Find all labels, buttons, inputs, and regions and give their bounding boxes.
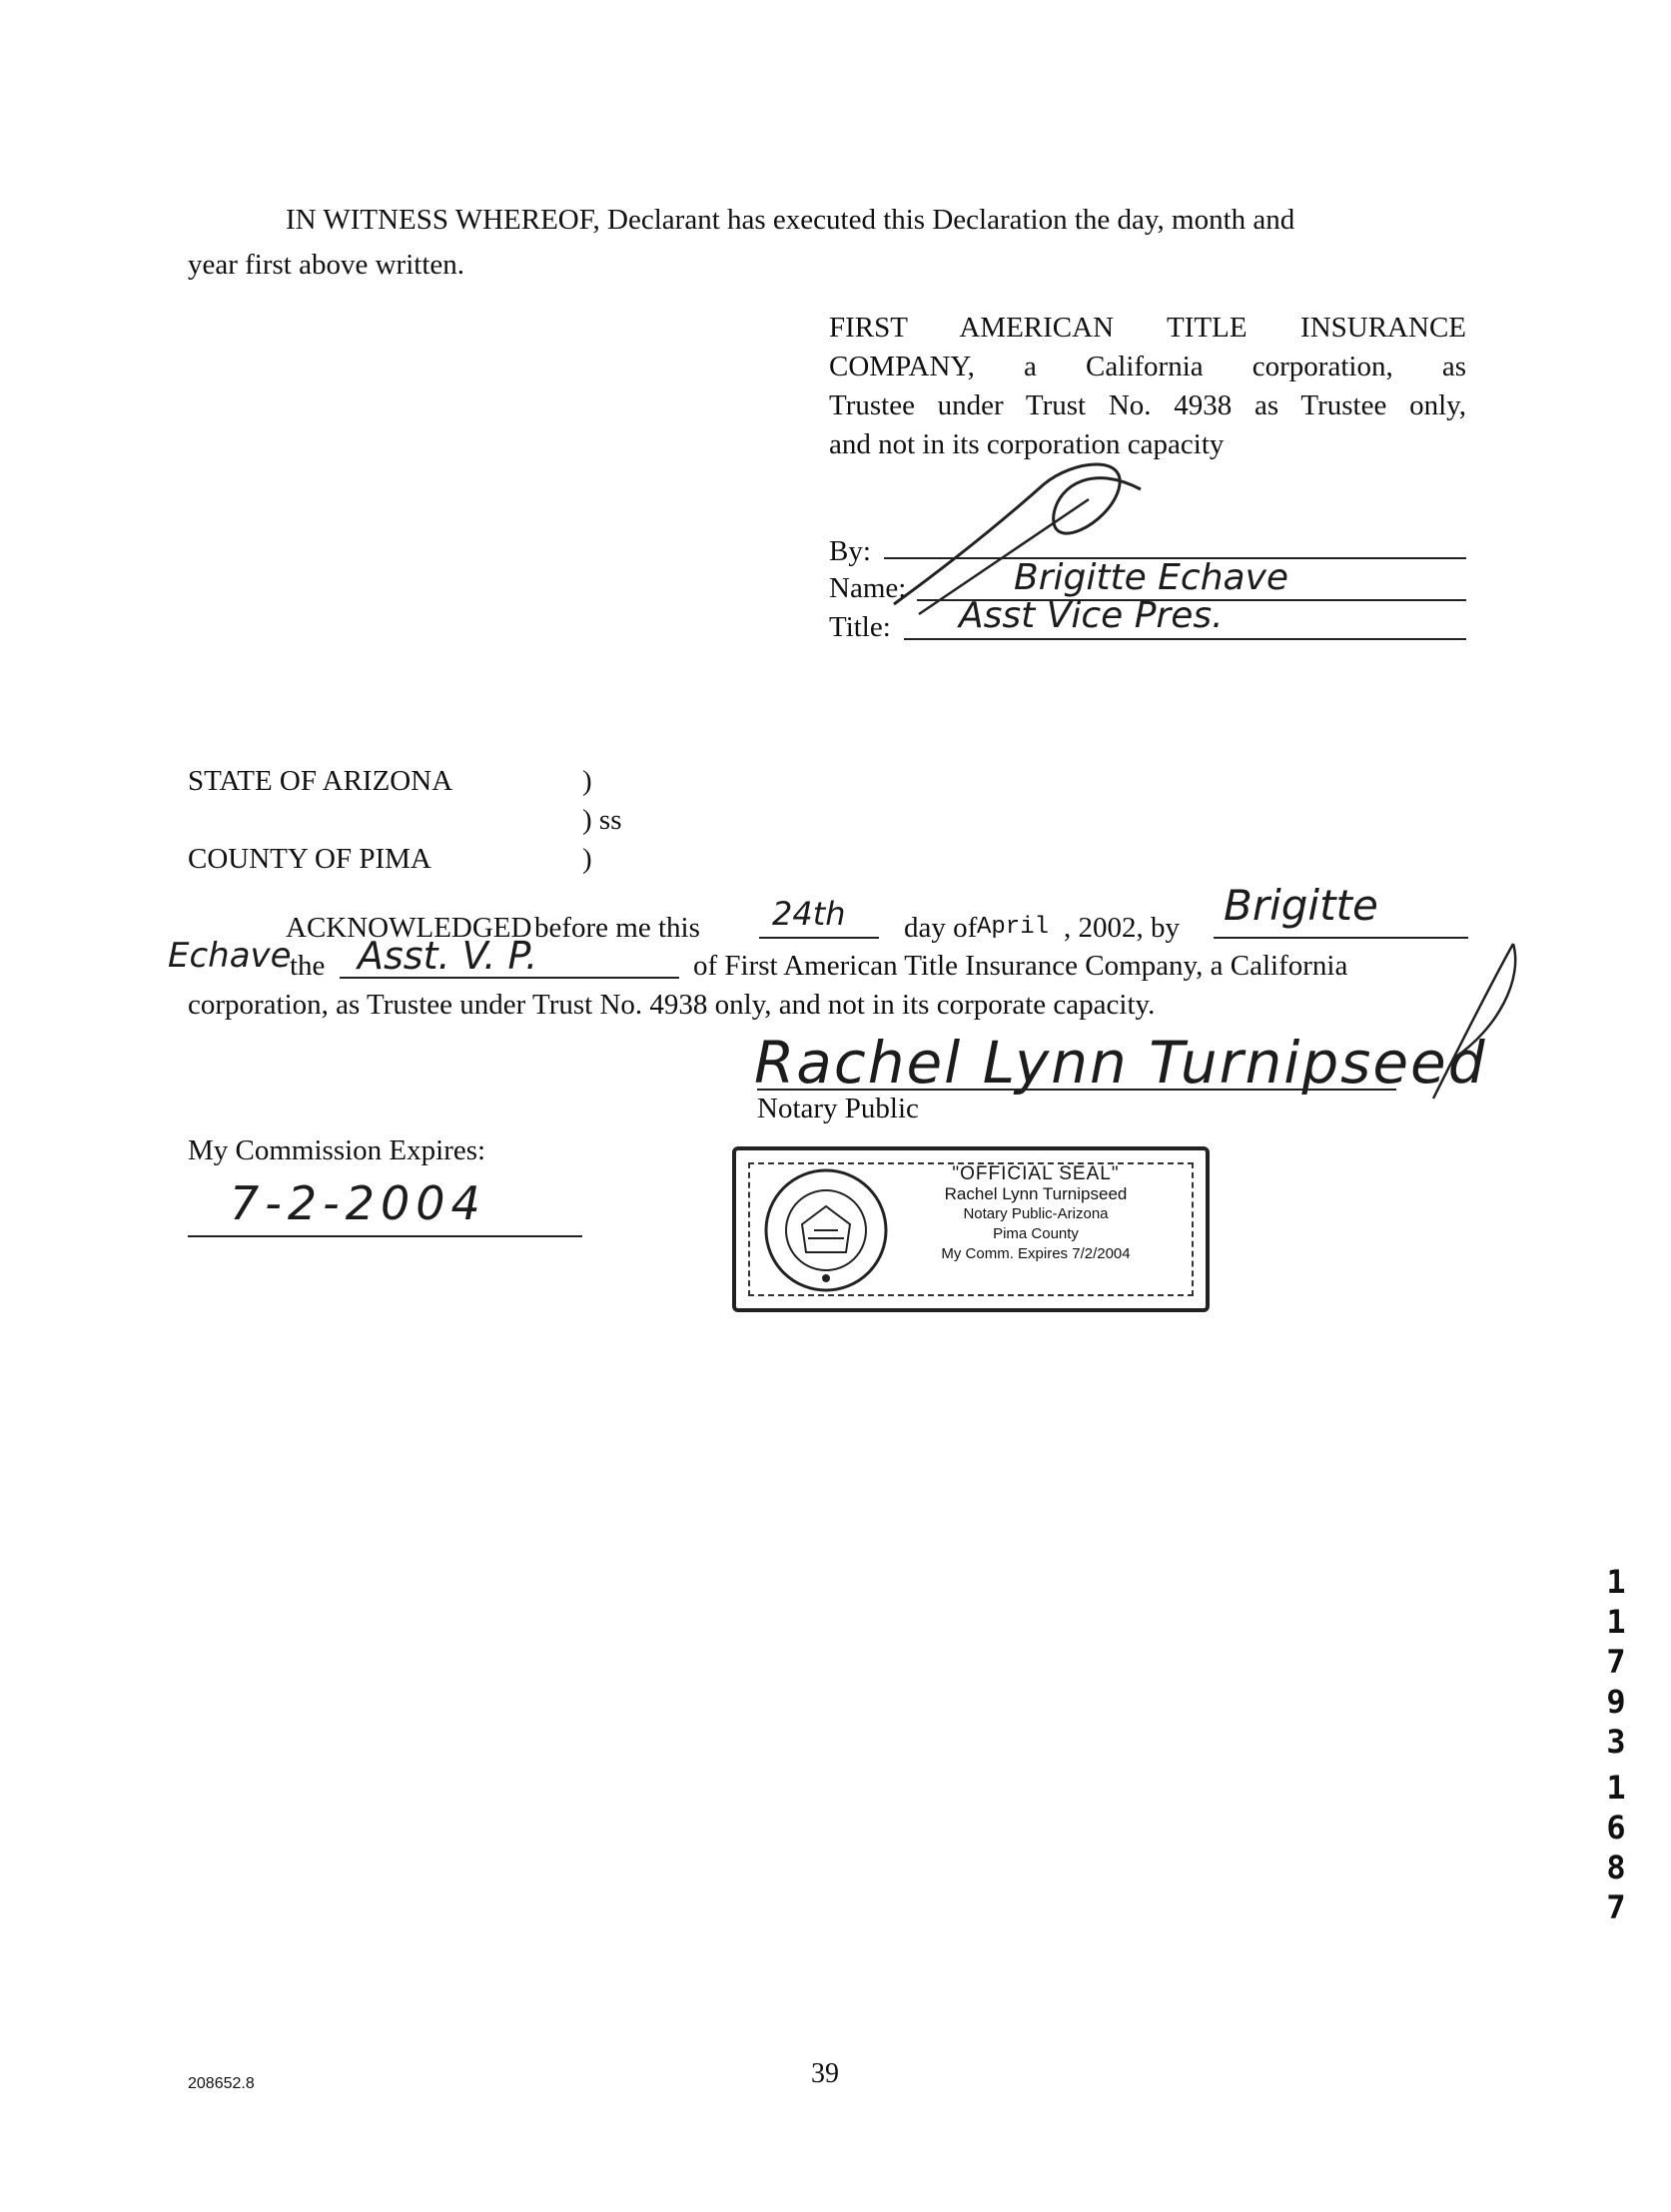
- ack-person-value-2: Echave: [168, 936, 292, 976]
- title-label: Title:: [829, 611, 891, 643]
- name-label: Name:: [829, 572, 907, 604]
- recording-digit: 1: [1606, 1563, 1626, 1601]
- seal-title: "OFFICIAL SEAL": [952, 1163, 1120, 1184]
- recording-digit: 3: [1606, 1723, 1626, 1761]
- recording-number-top: [1601, 1562, 1631, 1762]
- recording-digit: 1: [1606, 1769, 1626, 1807]
- notary-line: [757, 1089, 1396, 1091]
- recording-digit: 6: [1606, 1809, 1626, 1846]
- recording-number-bottom: [1601, 1768, 1631, 1927]
- title-line: [904, 638, 1466, 640]
- seal-expires: My Comm. Expires 7/2/2004: [941, 1245, 1131, 1262]
- venue-paren-1: ): [582, 765, 592, 797]
- venue-paren-2: ): [582, 843, 592, 875]
- commission-line: [188, 1235, 582, 1237]
- ack-before: before me this: [534, 912, 700, 944]
- name-value: Brigitte Echave: [1014, 557, 1289, 598]
- ack-day-of: day of: [904, 912, 978, 944]
- ack-word: ACKNOWLEDGED: [286, 912, 532, 944]
- ack-year-by: , 2002, by: [1064, 912, 1180, 944]
- ack-line-3: corporation, as Trustee under Trust No. 4938 only, and not in its corporate capacity.: [188, 989, 1156, 1021]
- title-value: Asst Vice Pres.: [959, 595, 1224, 636]
- venue-ss: ) ss: [582, 804, 622, 836]
- county-label: COUNTY OF PIMA: [188, 843, 431, 875]
- ack-month-value: April: [977, 914, 1050, 941]
- official-seal-stamp: [732, 1146, 1210, 1312]
- seal-role: Notary Public-Arizona: [963, 1205, 1109, 1222]
- notary-signature: Rachel Lynn Turnipseed: [754, 1029, 1487, 1097]
- ack-day-line: [759, 937, 879, 939]
- signature-flourish: [1418, 939, 1528, 1108]
- witness-line-1: IN WITNESS WHEREOF, Declarant has executed this Declaration the day, month and: [286, 204, 1295, 236]
- trustee-line-4: and not in its corporation capacity: [829, 428, 1225, 460]
- commission-label: My Commission Expires:: [188, 1134, 486, 1166]
- recording-digit: 7: [1606, 1643, 1626, 1681]
- recording-digit: 7: [1606, 1888, 1626, 1926]
- state-label: STATE OF ARIZONA: [188, 765, 453, 797]
- seal-name: Rachel Lynn Turnipseed: [944, 1184, 1128, 1203]
- ack-role-line: [340, 977, 679, 979]
- recording-digit: 8: [1606, 1848, 1626, 1886]
- seal-county: Pima County: [993, 1225, 1079, 1242]
- notary-label: Notary Public: [757, 1093, 919, 1124]
- commission-date-value: 7-2-2004: [230, 1176, 486, 1230]
- ack-the: the: [290, 950, 326, 982]
- ack-line-2-rest: of First American Title Insurance Company, a California: [693, 950, 1348, 982]
- by-label: By:: [829, 535, 871, 567]
- trustee-line-3: Trustee under Trust No. 4938 as Trustee only,: [829, 389, 1466, 421]
- ack-day-value: 24th: [772, 895, 846, 933]
- recording-digit: 1: [1606, 1603, 1626, 1641]
- recording-digit: 9: [1606, 1683, 1626, 1721]
- trustee-line-1: FIRST AMERICAN TITLE INSURANCE: [829, 312, 1466, 344]
- trustee-line-2: COMPANY, a California corporation, as: [829, 351, 1466, 382]
- witness-line-2: year first above written.: [188, 249, 465, 281]
- arizona-state-seal-icon: [762, 1166, 890, 1294]
- page-number: 39: [811, 2058, 839, 2089]
- ack-role-value: Asst. V. P.: [358, 934, 538, 978]
- doc-code: 208652.8: [188, 2075, 255, 2092]
- ack-person-value: Brigitte: [1224, 881, 1378, 930]
